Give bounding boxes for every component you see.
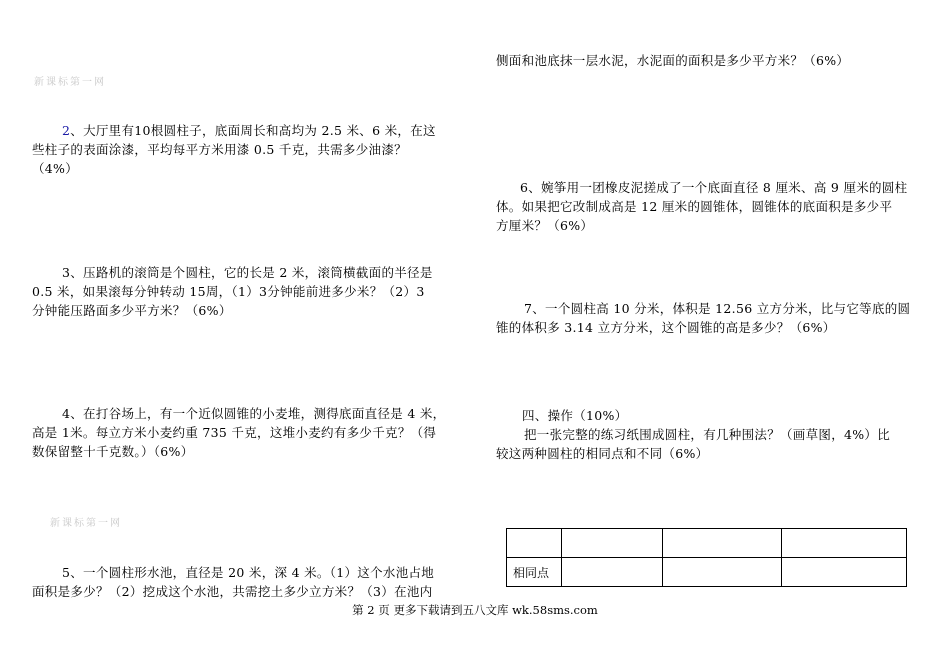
question-2-line1: 、大厅里有10根圆柱子，底面周长和高均为 2.5 米、6 米，在这 [70, 123, 436, 138]
question-2 [32, 121, 436, 178]
question-5-line1: 5、一个圆柱形水池，直径是 20 米，深 4 米。（1）这个水池占地 [62, 565, 435, 580]
question-5 [32, 563, 434, 601]
question-3-line1: 3、压路机的滚筒是个圆柱，它的长是 2 米，滚筒横截面的半径是 [62, 265, 433, 280]
question-2-line3: （4%） [32, 161, 79, 176]
question-2-line2: 些柱子的表面涂漆，平均每平方米用漆 0.5 千克，共需多少油漆？ [32, 142, 407, 157]
table-cell [562, 529, 663, 558]
comparison-table [506, 528, 907, 587]
table-row-label: 相同点 [507, 558, 562, 587]
question-5-line2: 面积是多少？（2）挖成这个水池，共需挖土多少立方米？（3）在池内 [32, 584, 433, 599]
watermark-top: 新课标第一网 [34, 77, 106, 88]
question-6-line3: 方厘米？（6%） [496, 218, 594, 233]
question-3 [32, 263, 433, 320]
question-6-line2: 体。如果把它改制成高是 12 厘米的圆锥体，圆锥体的底面积是多少平 [496, 199, 893, 214]
section-4-heading: 四、操作（10%） [522, 408, 628, 423]
question-3-line2: 0.5 米，如果滚每分钟转动 15周，（1）3分钟能前进多少米？（2）3 [32, 284, 425, 299]
question-2-number: 2 [62, 123, 71, 138]
table-row [507, 529, 907, 558]
question-7-line1: 7、一个圆柱高 10 分米，体积是 12.56 立方分米，比与它等底的圆 [524, 301, 911, 316]
table-cell [562, 558, 663, 587]
question-7-line2: 锥的体积多 3.14 立方分米，这个圆锥的高是多少？（6%） [496, 320, 836, 335]
question-4-line3: 数保留整十千克数。）（6%） [32, 444, 194, 459]
page-footer: 第 2 页 更多下载请到五八文库 wk.58sms.com [352, 603, 598, 617]
table-cell [782, 558, 907, 587]
section-4-line1: 把一张完整的练习纸围成圆柱，有几种围法？（画草图，4%）比 [524, 427, 891, 442]
question-4-line2: 高是 1米。每立方米小麦约重 735 千克，这堆小麦约有多少千克？（得 [32, 425, 437, 440]
question-4 [32, 404, 445, 461]
table-cell [782, 529, 907, 558]
question-6 [496, 178, 907, 235]
question-6-line1: 6、婉筝用一团橡皮泥搓成了一个底面直径 8 厘米、高 9 厘米的圆柱 [520, 180, 908, 195]
question-3-line3: 分钟能压路面多少平方米？（6%） [32, 303, 232, 318]
section-4 [496, 406, 890, 463]
table-cell [663, 529, 782, 558]
table-cell [663, 558, 782, 587]
question-4-line1: 4、在打谷场上，有一个近似圆锥的小麦堆，测得底面直径是 4 米， [62, 406, 446, 421]
table-row [507, 558, 907, 587]
watermark-bottom: 新课标第一网 [50, 518, 122, 529]
question-5-continued: 侧面和池底抹一层水泥，水泥面的面积是多少平方米？（6%） [496, 53, 850, 68]
question-7 [496, 299, 910, 337]
section-4-line2: 较这两种圆柱的相同点和不同（6%） [496, 446, 709, 461]
table-cell [507, 529, 562, 558]
